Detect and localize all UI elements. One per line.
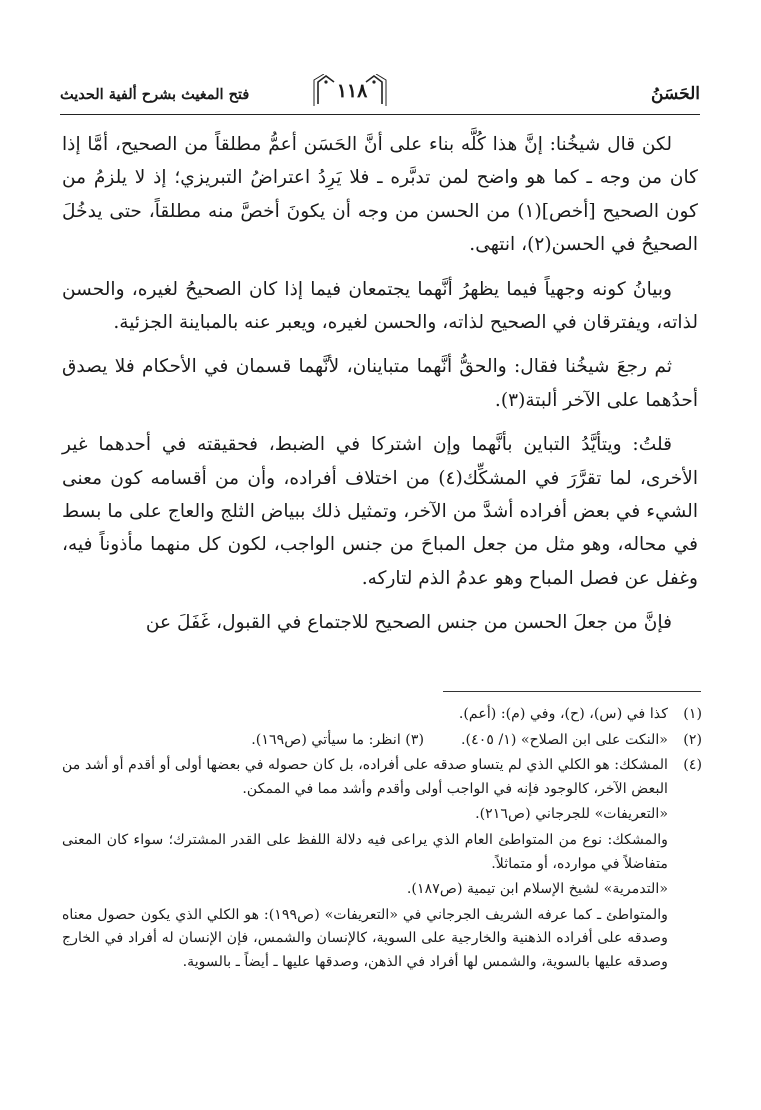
page-number-box <box>310 74 390 108</box>
footnote-2-text: «النكت على ابن الصلاح» (١/ ٤٠٥). <box>461 731 668 748</box>
header-divider <box>60 114 700 115</box>
footnote-3-text: انظر: ما سيأتي (ص١٦٩). <box>251 731 401 748</box>
footnote-1 <box>62 703 702 727</box>
footnote-4-reference-1: «التعريفات» للجرجاني (ص٢١٦). <box>475 806 668 823</box>
footnote-4-number: (٤) <box>683 757 702 774</box>
paragraph-3: ثم رجعَ شيخُنا فقال: والحقُّ أنَّهما متباينان، لأنَّهما قسمان في الأحكام فلا يصدق أحدُهما على الآخر ألبتة(٣). <box>62 356 698 411</box>
footnote-4-paragraph-3: والمتواطئ ـ كما عرفه الشريف الجرجاني في «التعريفات» (ص١٩٩): هو الكلي الذي يكون حصول معناه وصدقه على أفراده الذهنية والخارجية على السوية، كالإنسان والشمس، فإن الإنسان له أفراد في الخارج وصدقه عليها بالسوية، والشمس لها أفراد في الذهن، وصدقها عليها ـ أيضاً ـ بالسوية. <box>62 906 668 970</box>
paragraph-1: لكن قال شيخُنا: إنَّ هذا كُلَّه بناء على أنَّ الحَسَن أعمُّ مطلقاً من الصحيح، أمَّا إذا كان من وجه ـ كما هو واضح لمن تدبَّره ـ فلا يَرِدُ اعتراضُ التبريزي؛ إذ لا يلزمُ من كون الصحيح [أخص](١) من الحسن من وجه أن يكونَ أخصَّ منه مطلقاً، حتى يدخُلَ الصحيحُ في الحسن(٢)، انتهى. <box>62 134 698 256</box>
footnote-4-reference-2: «التدمرية» لشيخ الإسلام ابن تيمية (ص١٨٧). <box>406 881 668 898</box>
paragraph-4: قلتُ: ويتأيَّدُ التباين بأنَّهما وإن اشتركا في الضبط، فحقيقته في أحدهما غير الأخرى، لما تقرَّرَ في المشكِّك(٤) من اختلاف أفراده، وأن من أقسامه كون معنى الشيء في بعض أفراده أشدَّ من الآخر، وتمثيل ذلك ببياض الثلج والعاج على ما بسط في محاله، وهو مثل من جعل المباحَ من جنس الواجب، لكون كل منهما مأذوناً فيه، وغفل عن فصل المباح وهو عدمُ الذم لتاركه. <box>62 434 698 589</box>
footnote-4 <box>62 754 702 801</box>
footnote-divider <box>443 691 701 692</box>
footnote-4-paragraph-2: والمشكك: نوع من المتواطئ العام الذي يراعى فيه دلالة اللفظ على القدر المشترك؛ سواء كان المعنى متفاضلاً في موارده، أو متماثلاً. <box>62 831 668 872</box>
footnote-4-text: المشكك: هو الكلي الذي لم يتساو صدقه على أفراده، بل كان حصوله في بعضها أولى أو أقدم أو أشد من البعض الآخر، كالوجود فإنه في الواجب أولى وأقدم وأشد مما في الممكن. <box>62 757 668 797</box>
paragraph-5: فإنَّ من جعلَ الحسن من جنس الصحيح للاجتماع في القبول، غَفَلَ عن <box>145 612 672 634</box>
paragraph-2: وبيانُ كونه وجهياً فيما يظهرُ أنَّهما يجتمعان فيما إذا كان الصحيحُ لغيره، والحسن لذاته، ويفترقان في الصحيح لذاته، والحسن لغيره، ويعبر عنه بالمباينة الجزئية. <box>62 278 698 334</box>
footnote-2-3 <box>62 729 702 753</box>
main-text <box>62 128 698 651</box>
page-number: ١١٨ <box>336 80 368 102</box>
footnote-1-number: (١) <box>683 706 702 722</box>
footnote-2-number: (٢) <box>683 731 702 748</box>
footnotes <box>62 703 702 977</box>
footnote-3-number: (٣) <box>405 731 424 748</box>
page-header <box>60 70 700 114</box>
running-head-chapter: الحَسَنُ <box>651 84 700 104</box>
running-head-title: فتح المغيث بشرح ألفية الحديث <box>60 86 250 103</box>
footnote-1-text: كذا في (س)، (ح)، وفي (م): (أعم). <box>458 706 668 722</box>
